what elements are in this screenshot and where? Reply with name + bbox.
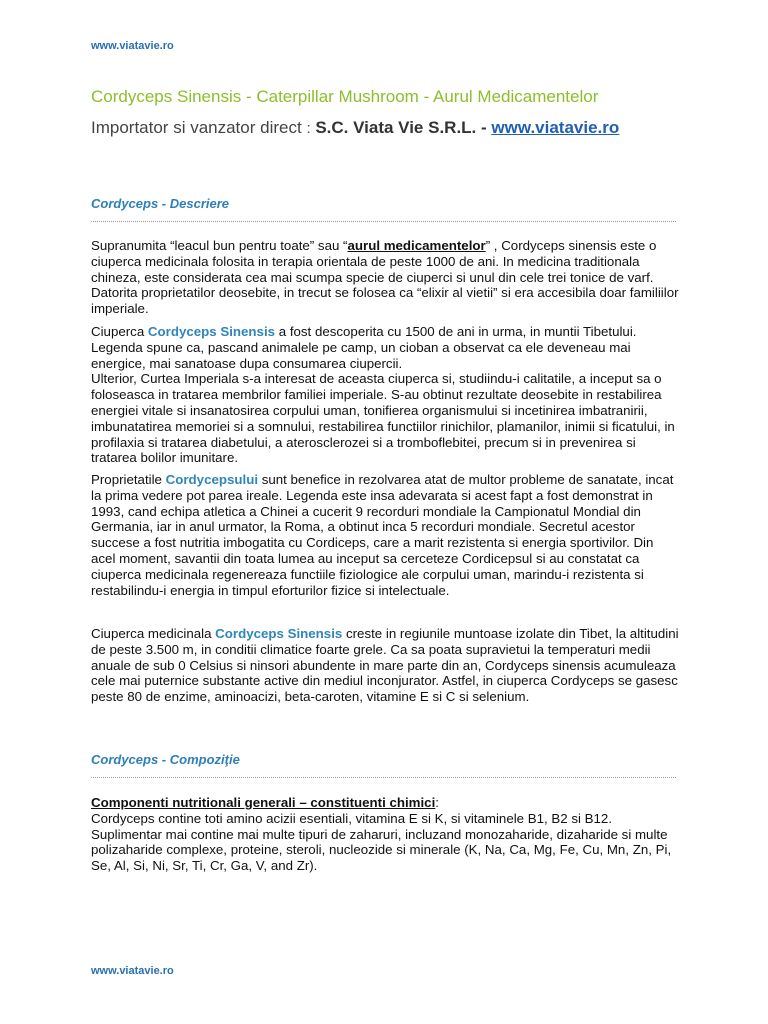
paragraph-text: Ciuperca — [91, 324, 148, 339]
footer-site-link[interactable]: www.viatavie.ro — [91, 965, 174, 977]
paragraph-text: a fost descoperita cu 1500 de ani in urma, in muntii Tibetului. Legenda spune ca, pascand animalele pe camp, un cioban a observat ca ele deveneau mai energice, mai sanatoase dupa consumarea ciupercii. — [91, 324, 637, 371]
emphasis-text: aurul medicamentelor — [347, 238, 486, 253]
importer-colon: : — [306, 120, 311, 137]
paragraph-intro — [91, 238, 681, 317]
section-heading-compozitie: Cordyceps - Compoziţie — [91, 752, 240, 767]
paragraph-history — [91, 324, 681, 466]
section-divider — [91, 777, 676, 778]
document-title: Cordyceps Sinensis - Caterpillar Mushroom - Aurul Medicamentelor — [91, 87, 599, 106]
highlight-term: Cordyceps Sinensis — [215, 626, 343, 641]
paragraph-text: : — [435, 795, 439, 810]
section-divider — [91, 221, 676, 222]
paragraph-text: Ulterior, Curtea Imperiala s-a interesat de aceasta ciuperca si, studiindu-i calitatile, a inceput sa o foloseasca in tratarea membrilor familiei imperiale. S-au obtinut rezultate deosebite in restabilirea energiei vitale si insanatosirea corpului uman, tonifierea organismului si incetinirea imbatranirii, imbunatatirea memoriei si a somnului, restabilirea functiilor rinichilor, plamanilor, inimii si ficatului, in profilaxia si tratarea diabetului, a aterosclerozei si a tromboflebitei, precum si in prevenirea si tratarea bolilor imunitare. — [91, 371, 675, 466]
paragraph-text: ” , Cordyceps sinensis este o ciuperca medicinala folosita in terapia orientala de peste 1000 de ani. In medicina traditionala chineza, este considerata cea mai scumpa specie de ciuperci si unul din cele trei tonice de varf. Datorita proprietatilor deosebite, in trecut se folosea ca “elixir al vietii” si era accesibila doar familiilor imperiale. — [91, 238, 679, 317]
highlight-term: Cordycepsului — [165, 472, 259, 487]
paragraph-text: Supranumita “leacul bun pentru toate” sau “ — [91, 238, 348, 253]
paragraph-habitat — [91, 626, 681, 705]
highlight-term: Cordyceps Sinensis — [147, 324, 276, 339]
paragraph-text: creste in regiunile muntoase izolate din Tibet, la altitudini de peste 3.500 m, in conditii climatice foarte grele. Ca sa poata supravietui la temperaturi medii anuale de sub 0 Celsius si ninsori abundente in mare parte din an, Cordyceps sinensis acumuleaza cele mai puternice substante active din mediul inconjurator. Astfel, in ciuperca Cordyceps se gasesc peste 80 de enzime, aminoacizi, beta-caroten, vitamine E si C si selenium. — [91, 626, 679, 705]
section-heading-descriere: Cordyceps - Descriere — [91, 196, 230, 211]
header-site-link[interactable]: www.viatavie.ro — [91, 40, 174, 52]
paragraph-composition — [91, 795, 681, 874]
paragraph-text: Ciuperca medicinala — [91, 626, 216, 641]
paragraph-properties — [91, 472, 681, 598]
paragraph-text: Proprietatile — [91, 472, 166, 487]
composition-subheading: Componenti nutritionali generali – constituenti chimici — [91, 795, 436, 810]
paragraph-text: sunt benefice in rezolvarea atat de multor probleme de sanatate, incat la prima vedere pot parea ireale. Legenda este insa adevarata si acest fapt a fost demonstrat in 1993, cand echipa atletica a Chinei a cucerit 9 recorduri mondiale la Campionatul Mondial din Germania, iar in anul urmator, la Roma, a obtinut inca 5 recorduri mondiale. Secretul acestor succese a fost nutritia imbogatita cu Cordiceps, care a marit rezistenta si energia sportivilor. Din acel moment, savantii din toata lumea au inceput sa cerceteze Cordicepsul si au constatat ca ciuperca medicinala regenereaza functiile fiziologice ale corpului uman, marindu-i rezistenta si restabilindu-i energia in timpul eforturilor fizice si intelectuale. — [91, 472, 674, 598]
company-name: S.C. Viata Vie S.R.L. - — [315, 118, 487, 137]
company-website-link[interactable]: www.viatavie.ro — [491, 118, 620, 137]
importer-line — [91, 118, 619, 138]
paragraph-text: Cordyceps contine toti amino acizii esentiali, vitamina E si K, si vitaminele B1, B2 si B12. Suplimentar mai contine mai multe tipuri de zaharuri, incluzand monozaharide, dizaharide si multe polizaharide complexe, proteine, steroli, nucleozide si minerale (K, Na, Ca, Mg, Fe, Cu, Mn, Zn, Pi, Se, Al, Si, Ni, Sr, Ti, Cr, Ga, V, and Zr). — [91, 810, 672, 874]
importer-label: Importator si vanzator direct — [91, 118, 302, 137]
